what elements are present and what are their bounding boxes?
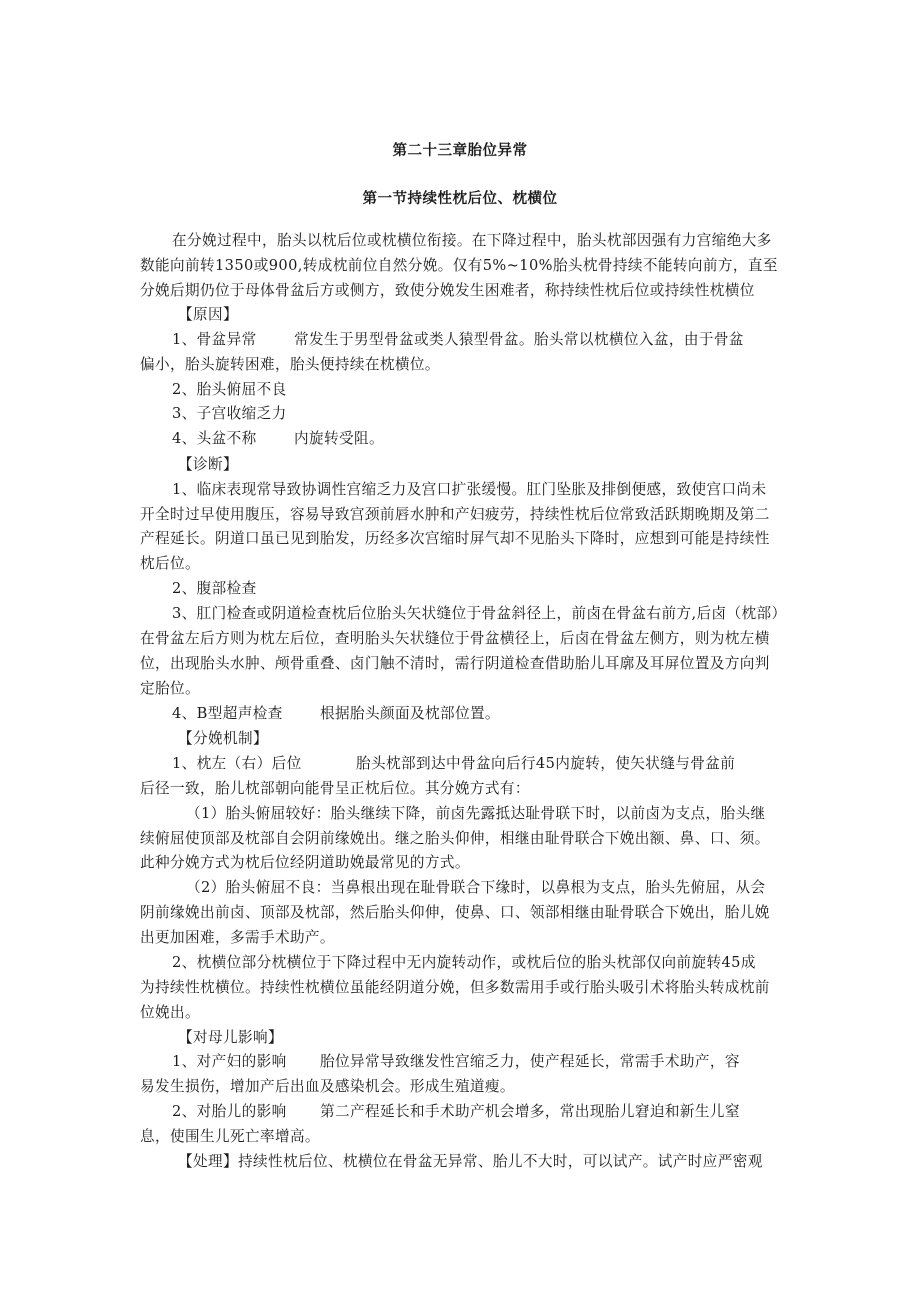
paragraph-line: 在分娩过程中，胎头以枕后位或枕横位衔接。在下降过程中，胎头枕部因强有力宫缩绝大多	[172, 232, 772, 249]
paragraph-line-treatment: 【处理】持续性枕后位、枕横位在骨盆无异常、胎儿不大时，可以试产。试产时应严密观	[178, 1153, 763, 1170]
list-item: 3、子宫收缩乏力	[172, 405, 287, 422]
list-item: 2、腹部检查	[172, 580, 257, 597]
section-heading-diagnosis: 【诊断】	[178, 456, 238, 473]
paragraph-line: 数能向前转1350或900,转成枕前位自然分娩。仅有5%~10%胎头枕骨持续不能转向前方，直至	[140, 257, 778, 274]
list-item-text: 常发生于男型骨盆或类人猿型骨盆。胎头常以枕横位入盆，由于骨盆	[294, 331, 744, 348]
paragraph-line: 易发生损伤，增加产后出血及感染机会。形成生殖道瘦。	[140, 1078, 515, 1095]
list-item-label: 1、对产妇的影响	[172, 1053, 287, 1070]
list-item-label: 1、枕左（右）后位	[172, 755, 302, 772]
paragraph-line: 阴前缘娩出前卤、顶部及枕部，然后胎头仰伸，使鼻、口、领部相继由耻骨联合下娩出，胎儿娩	[140, 904, 770, 921]
paragraph-line: 产程延长。阴道口虽已见到胎发，历经多次宫缩时屏气却不见胎头下降时，应想到可能是持续性	[140, 530, 770, 547]
list-item-text: 胎位异常导致继发性宫缩乏力，使产程延长，常需手术助产，容	[320, 1053, 740, 1070]
paragraph-line: 位娩出。	[140, 1004, 200, 1021]
section-title: 第一节持续性枕后位、枕横位	[362, 191, 558, 207]
list-item-text: 内旋转受阻。	[294, 430, 384, 447]
paragraph-line: 偏小，胎头旋转困难，胎头便持续在枕横位。	[140, 356, 440, 373]
list-item-label: 4、头盆不称	[172, 430, 257, 447]
section-heading-mechanism: 【分娩机制】	[178, 730, 268, 747]
list-item-text: 胎头枕部到达中骨盆向后行45内旋转，使矢状缝与骨盆前	[356, 755, 736, 772]
paragraph-line: 续俯屈使顶部及枕部自会阴前缘娩出。继之胎头仰伸，相继由耻骨联合下娩出额、鼻、口、须。	[140, 830, 770, 847]
paragraph-line: 定胎位。	[140, 680, 200, 697]
section-heading-effect: 【对母儿影响】	[178, 1029, 283, 1046]
paragraph-line: 1、临床表现常导致协调性宫缩乏力及宫口扩张缓慢。肛门坠胀及排倒便感，致使宫口尚未	[172, 481, 767, 498]
paragraph-line: 出更加困难，多需手术助产。	[140, 929, 335, 946]
list-item-label: 4、B型超声检查	[172, 705, 283, 722]
paragraph-line: 2、枕横位部分枕横位于下降过程中无内旋转动作，或枕后位的胎头枕部仅向前旋转45成	[172, 954, 756, 971]
paragraph-line: （1）胎头俯屈较好：胎头继续下降，前卤先露抵达耻骨联下时，以前卤为支点，胎头继	[186, 805, 766, 822]
list-item-label: 1、骨盆异常	[172, 331, 257, 348]
paragraph-line: 枕后位。	[140, 555, 200, 572]
paragraph-line: 3、肛门检查或阴道检查枕后位胎头矢状缝位于骨盆斜径上，前卤在骨盆右前方,后卤（枕部）	[172, 605, 787, 622]
paragraph-line: 分娩后期仍位于母体骨盆后方或侧方，致使分娩发生困难者，称持续性枕后位或持续性枕横位	[140, 282, 755, 299]
paragraph-line: 后径一致，胎儿枕部朝向能骨呈正枕后位。其分娩方式有：	[140, 780, 530, 797]
chapter-title: 第二十三章胎位异常	[392, 143, 528, 159]
paragraph-line: 在骨盆左后方则为枕左后位，查明胎头矢状缝位于骨盆横径上，后卤在骨盆左侧方，则为枕左横	[140, 630, 770, 647]
list-item: 2、胎头俯屈不良	[172, 381, 287, 398]
paragraph-line: 此种分娩方式为枕后位经阴道助娩最常见的方式。	[140, 854, 470, 871]
paragraph-line: （2）胎头俯屈不良：当鼻根出现在耻骨联合下缘时，以鼻根为支点，胎头先俯屈，从会	[186, 879, 766, 896]
paragraph-line: 为持续性枕横位。持续性枕横位虽能经阴道分娩，但多数需用手或行胎头吸引术将胎头转成枕前	[140, 979, 770, 996]
paragraph-line: 息，使围生儿死亡率增高。	[140, 1128, 320, 1145]
list-item-text: 根据胎头颜面及枕部位置。	[320, 705, 500, 722]
list-item-text: 第二产程延长和手术助产机会增多，常出现胎儿窘迫和新生儿窒	[320, 1103, 740, 1120]
section-heading-cause: 【原因】	[178, 306, 238, 323]
paragraph-line: 位，出现胎头水肿、颅骨重叠、卤门触不清时，需行阴道检查借助胎儿耳廓及耳屏位置及方向判	[140, 655, 770, 672]
paragraph-line: 开全时过早使用腹压，容易导致宫颈前唇水肿和产妇疲劳，持续性枕后位常致活跃期晚期及第二	[140, 506, 770, 523]
list-item-label: 2、对胎儿的影响	[172, 1103, 287, 1120]
